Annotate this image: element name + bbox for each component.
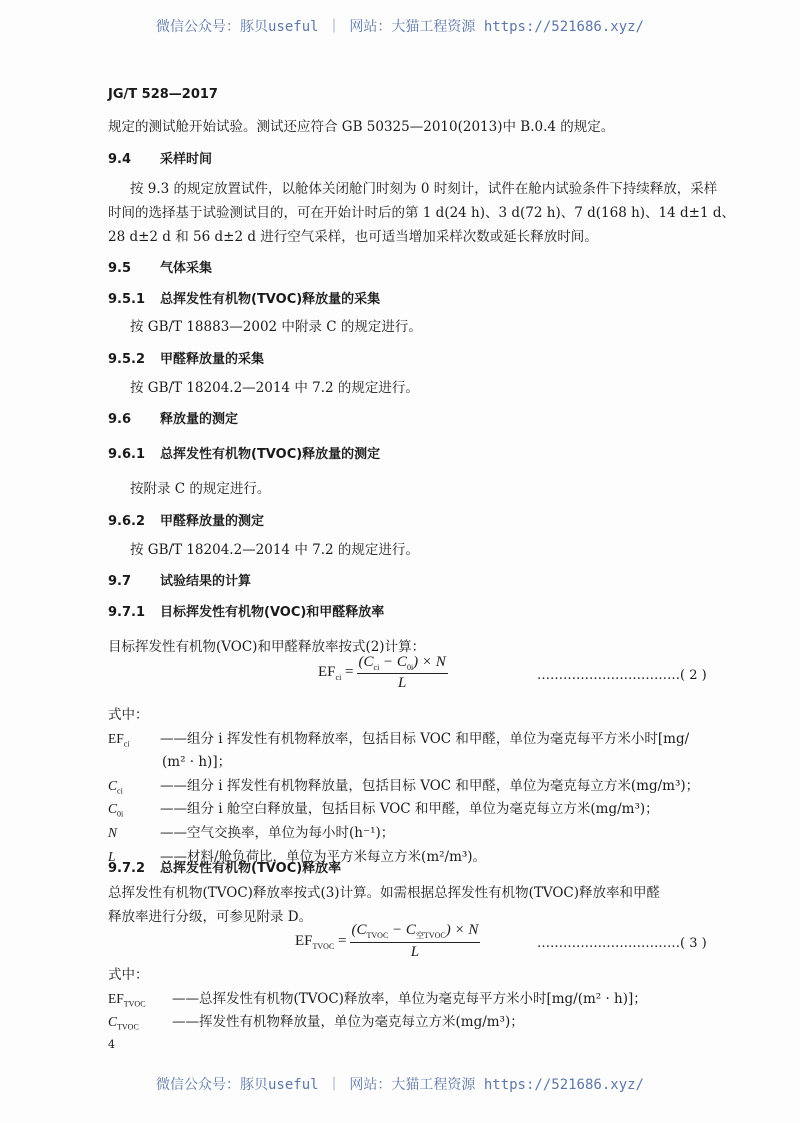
section-9-7 (108, 573, 251, 591)
section-9-5-2 (108, 351, 264, 369)
section-title: 总挥发性有机物(TVOC)释放率 (160, 861, 342, 876)
section-9-6-2 (108, 513, 264, 531)
section-number: 9.6 (108, 412, 132, 427)
paragraph-line: 总挥发性有机物(TVOC)释放率按式(3)计算。如需根据总挥发性有机物(TVOC)释放率和甲醛 (108, 885, 661, 901)
section-9-4 (108, 151, 212, 169)
paragraph: 按 GB/T 18204.2—2014 中 7.2 的规定进行。 (130, 542, 419, 558)
equation-3-number: ……………………………( 3 ) (537, 936, 707, 951)
definition-text: ——组分 i 舱空白释放量，包括目标 VOC 和甲醛，单位为毫克每立方米(mg/m³)； (160, 801, 659, 817)
definition-item (108, 990, 647, 1014)
section-number: 9.7 (108, 574, 132, 589)
section-9-6-1 (108, 446, 380, 464)
definition-text: ——挥发性有机物释放量，单位为毫克每立方米(mg/m³)； (172, 1014, 524, 1030)
section-9-5 (108, 260, 212, 278)
definition-text: ——组分 i 挥发性有机物释放率，包括目标 VOC 和甲醛，单位为毫克每平方米小时[mg/ (160, 731, 690, 747)
equation-numerator: $(C_{TVOC} - C_{空TVOC}) \times N$ (350, 922, 481, 943)
section-title: 甲醛释放量的采集 (160, 352, 265, 367)
section-title: 采样时间 (160, 152, 213, 167)
definition-symbol: N (108, 825, 118, 840)
paragraph-line: 释放率进行分级，可参见附录 D。 (108, 909, 313, 925)
equation-2-number: ……………………………( 2 ) (537, 668, 707, 683)
definition-symbol: $C_{ci}$ (108, 778, 123, 796)
section-number: 9.7.1 (108, 605, 146, 620)
section-9-7-1 (108, 604, 384, 622)
section-title: 气体采集 (160, 261, 213, 276)
equation-denominator: L (397, 675, 407, 691)
section-title: 试验结果的计算 (160, 574, 252, 589)
definition-item (108, 824, 394, 848)
definition-item (108, 800, 659, 824)
section-title: 总挥发性有机物(TVOC)释放量的采集 (160, 292, 381, 307)
section-number: 9.7.2 (108, 861, 146, 876)
watermark-bottom: 微信公众号：豚贝useful ｜ 网站：大猫工程资源 https://521686.xyz/ (155, 1077, 644, 1093)
definition-symbol: $C_{0i}$ (108, 801, 124, 819)
equation-denominator: L (410, 944, 420, 960)
definition-item (108, 1013, 524, 1037)
definition-symbol: L (108, 849, 116, 864)
section-title: 释放量的测定 (160, 412, 239, 427)
section-number: 9.5.1 (108, 292, 146, 307)
equation-numerator: $(C_{ci} - C_{0i}) \times N$ (358, 654, 446, 672)
section-title: 总挥发性有机物(TVOC)释放量的测定 (160, 447, 381, 462)
paragraph-line: 时间的选择基于试验测试目的，可在开始计时后的第 1 d(24 h)、3 d(72 h)、7 d(168 h)、14 d±1 d、 (108, 205, 735, 221)
paragraph: 按 GB/T 18204.2—2014 中 7.2 的规定进行。 (130, 380, 419, 396)
definition-symbol: $EF_{ci}$ (108, 731, 130, 749)
definition-symbol: $C_{TVOC}$ (108, 1014, 139, 1032)
section-number: 9.5 (108, 261, 132, 276)
equation-lhs: $EF_{ci}$ = (318, 664, 354, 682)
equation-3 (295, 922, 480, 961)
section-number: 9.4 (108, 152, 132, 167)
definition-text: ——总挥发性有机物(TVOC)释放率，单位为毫克每平方米小时[mg/(m² · h)]； (172, 991, 647, 1007)
section-9-6 (108, 411, 238, 429)
definition-item (108, 777, 699, 801)
where-label: 式中： (108, 707, 149, 723)
equation-2 (318, 654, 448, 692)
section-title: 目标挥发性有机物(VOC)和甲醛释放率 (160, 605, 385, 620)
definition-text: ——空气交换率，单位为每小时(h⁻¹)； (160, 825, 395, 841)
paragraph: 目标挥发性有机物(VOC)和甲醛释放率按式(2)计算： (108, 639, 426, 655)
section-9-5-1 (108, 291, 380, 309)
paragraph: 按附录 C 的规定进行。 (130, 481, 271, 497)
definition-symbol: $EF_{TVOC}$ (108, 991, 146, 1009)
section-title: 甲醛释放量的测定 (160, 514, 265, 529)
definition-continuation: (m² · h)]； (162, 754, 232, 770)
page-number: 4 (108, 1038, 115, 1051)
section-number: 9.6.1 (108, 447, 146, 462)
equation-lhs: $EF_{TVOC}$ = (295, 932, 347, 951)
paragraph: 按 GB/T 18883—2002 中附录 C 的规定进行。 (130, 319, 422, 335)
definition-text: ——材料/舱负荷比，单位为平方米每立方米(m²/m³)。 (160, 849, 487, 865)
definition-text: ——组分 i 挥发性有机物释放量，包括目标 VOC 和甲醛，单位为毫克每立方米(mg/m³)； (160, 778, 700, 794)
section-9-7-2 (108, 860, 341, 878)
where-label: 式中： (108, 967, 149, 983)
section-number: 9.5.2 (108, 352, 146, 367)
definition-item (108, 730, 689, 754)
standard-header: JG/T 528—2017 (108, 87, 218, 102)
paragraph-line: 按 9.3 的规定放置试件，以舱体关闭舱门时刻为 0 时刻计，试件在舱内试验条件下持续释放，采样 (130, 181, 718, 197)
paragraph: 规定的测试舱开始试验。测试还应符合 GB 50325—2010(2013)中 B.0.4 的规定。 (108, 119, 615, 135)
paragraph-line: 28 d±2 d 和 56 d±2 d 进行空气采样，也可适当增加采样次数或延长释放时间。 (108, 229, 598, 245)
watermark-top: 微信公众号：豚贝useful ｜ 网站：大猫工程资源 https://521686.xyz/ (155, 19, 644, 35)
section-number: 9.6.2 (108, 514, 146, 529)
